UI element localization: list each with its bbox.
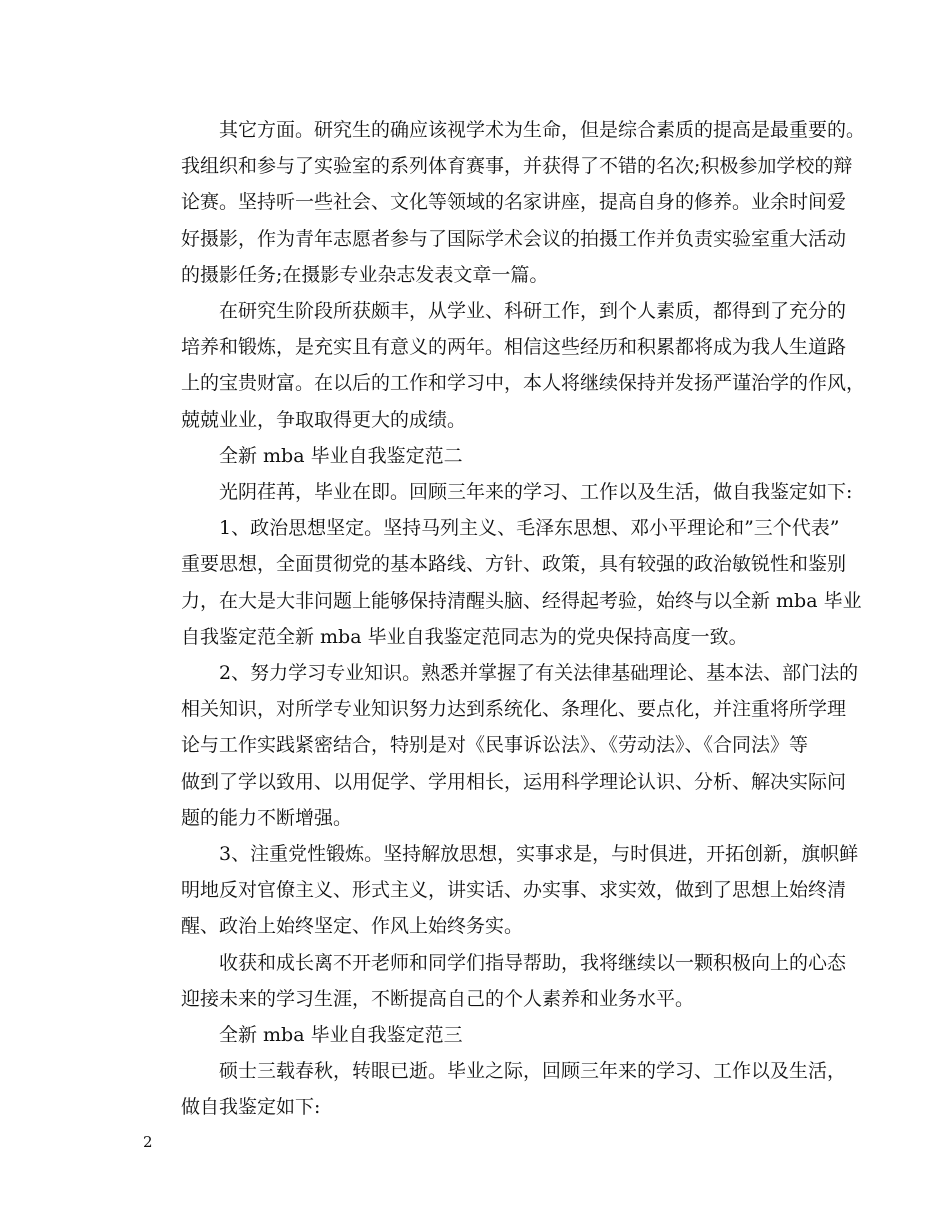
paragraph-point-one xyxy=(143,510,862,655)
text-line: 醒、政治上始终坚定、作风上始终务实。 xyxy=(181,915,524,938)
text-line: 迎接未来的学习生涯，不断提高自己的个人素养和业务水平。 xyxy=(181,987,695,1010)
text-line: 重要思想，全面贯彻党的基本路线、方针、政策，具有较强的政治敏锐性和鉴别 xyxy=(181,553,847,576)
text-line: 1、政治思想坚定。坚持马列主义、毛泽东思想、邓小平理论和”三个代表” xyxy=(219,517,840,540)
heading-text: 全新 mba 毕业自我鉴定范二 xyxy=(219,444,463,467)
text-line: 相关知识，对所学专业知识努力达到系统化、条理化、要点化，并注重将所学理 xyxy=(181,698,847,721)
paragraph-summary xyxy=(143,293,866,438)
paragraph-intro-two xyxy=(143,474,853,510)
text-line: 力，在大是大非问题上能够保持清醒头脑、经得起考验，始终与以全新 mba 毕业 xyxy=(181,589,862,612)
paragraph-intro-three xyxy=(143,1053,847,1125)
paragraph-closing-two xyxy=(143,945,847,1017)
text-line: 收获和成长离不开老师和同学们指导帮助，我将继续以一颗积极向上的心态 xyxy=(219,951,847,974)
paragraph-point-three xyxy=(143,836,859,945)
text-line: 培养和锻炼，是充实且有意义的两年。相信这些经历和积累都将成为我人生道路 xyxy=(181,336,847,359)
text-line: 论与工作实践紧密结合，特别是对《民事诉讼法》、《劳动法》、《合同法》等 xyxy=(181,734,809,757)
paragraph-other-aspects xyxy=(143,112,866,293)
text-line: 好摄影，作为青年志愿者参与了国际学术会议的拍摄工作并负责实验室重大活动 xyxy=(181,227,847,250)
text-line: 其它方面。研究生的确应该视学术为生命，但是综合素质的提高是最重要的。 xyxy=(219,119,866,141)
text-line: 题的能力不断增强。 xyxy=(181,806,353,829)
page-number: 2 xyxy=(143,1133,153,1151)
text-line: 兢兢业业，争取取得更大的成绩。 xyxy=(181,408,467,431)
text-line: 的摄影任务;在摄影专业杂志发表文章一篇。 xyxy=(181,263,549,286)
heading-text: 全新 mba 毕业自我鉴定范三 xyxy=(219,1024,463,1047)
text-line: 论赛。坚持听一些社会、文化等领域的名家讲座，提高自身的修养。业余时间爱 xyxy=(181,191,847,214)
section-heading-three xyxy=(143,1017,823,1053)
text-line: 上的宝贵财富。在以后的工作和学习中，本人将继续保持并发扬严谨治学的作风， xyxy=(181,372,866,395)
text-line: 做自我鉴定如下: xyxy=(181,1096,321,1119)
text-line: 在研究生阶段所获颇丰，从学业、科研工作，到个人素质，都得到了充分的 xyxy=(219,300,847,323)
text-line: 光阴荏苒，毕业在即。回顾三年来的学习、工作以及生活，做自我鉴定如下: xyxy=(219,481,853,504)
text-line: 明地反对官僚主义、形式主义，讲实话、办实事、求实效，做到了思想上始终清 xyxy=(181,879,847,902)
paragraph-point-two xyxy=(143,655,859,836)
text-line: 3、注重党性锻炼。坚持解放思想，实事求是，与时俱进，开拓创新，旗帜鲜 xyxy=(219,843,859,866)
text-line: 硕士三载春秋，转眼已逝。毕业之际，回顾三年来的学习、工作以及生活， xyxy=(219,1060,847,1083)
text-line: 2、努力学习专业知识。熟悉并掌握了有关法律基础理论、基本法、部门法的 xyxy=(219,662,859,685)
section-heading-two xyxy=(143,438,823,474)
document-body xyxy=(143,112,866,1126)
text-line: 我组织和参与了实验室的系列体育赛事，并获得了不错的名次;积极参加学校的辩 xyxy=(181,155,853,178)
text-line: 做到了学以致用、以用促学、学用相长，运用科学理论认识、分析、解决实际问 xyxy=(181,770,847,793)
text-line: 自我鉴定范全新 mba 毕业自我鉴定范同志为的党央保持高度一致。 xyxy=(181,625,748,648)
